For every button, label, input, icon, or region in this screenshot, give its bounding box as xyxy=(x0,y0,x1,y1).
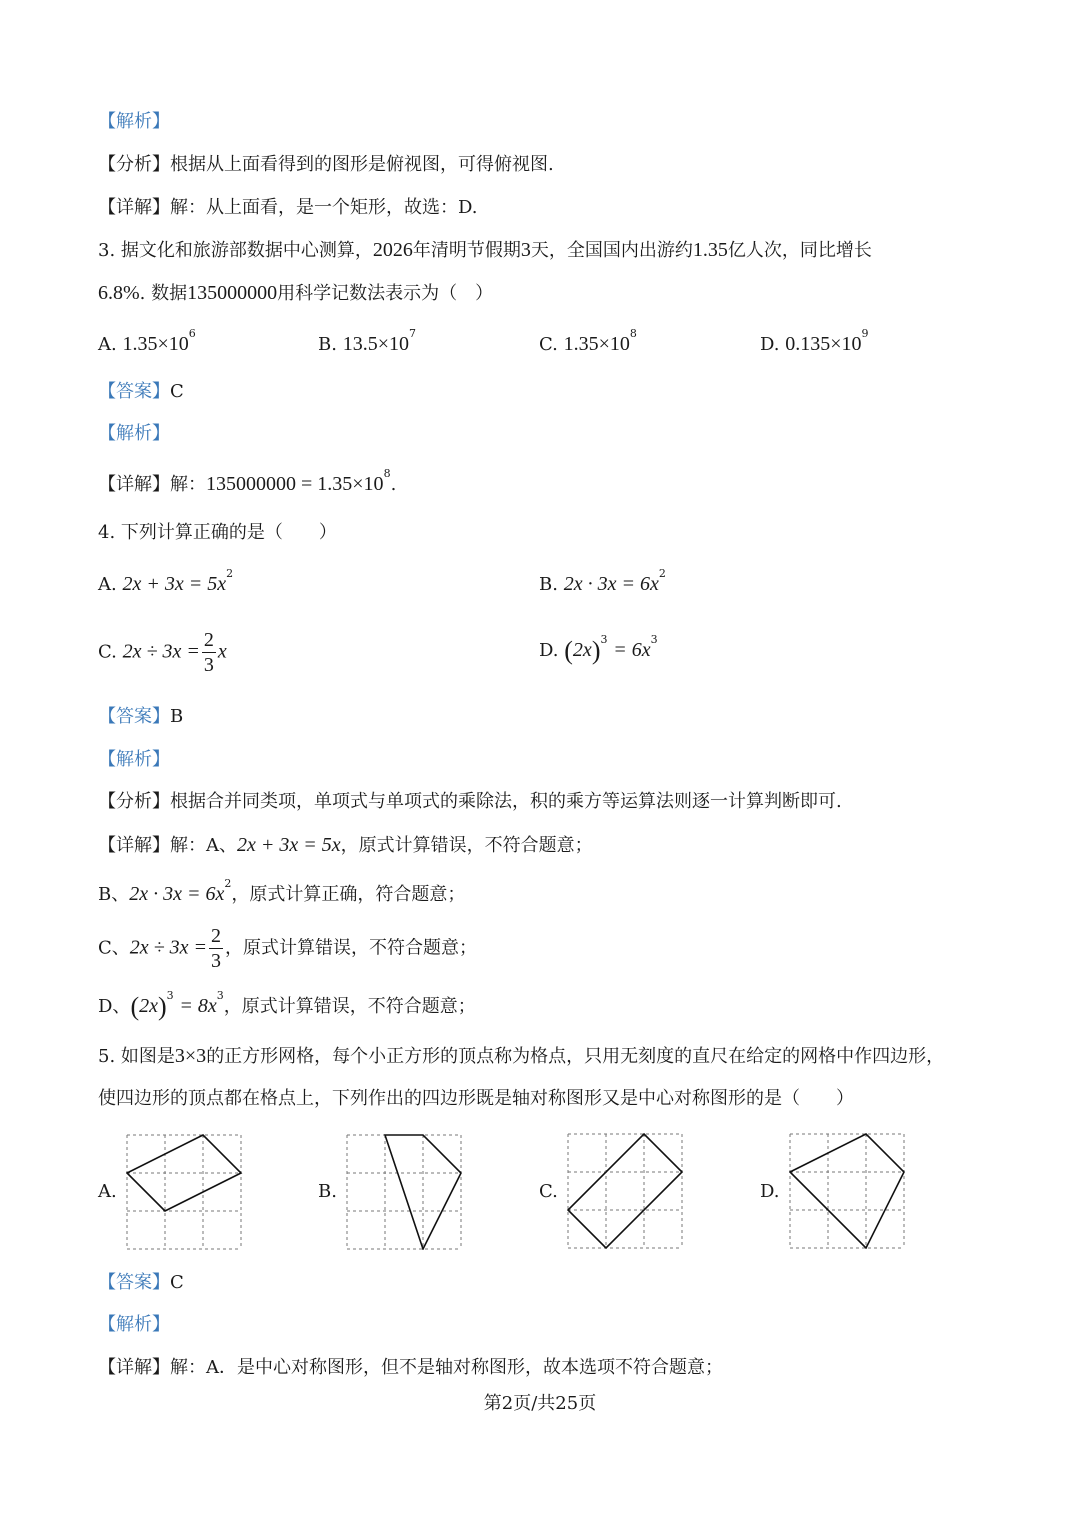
q4-detail-b: B、$2x \cdot 3x = 6x^2$，原式计算正确，符合题意； xyxy=(98,877,466,905)
q3-stem-line2: 6.8%. 数据135000000用科学记数法表示为（ ） xyxy=(98,282,494,304)
q3-option-d: D. $0.135\times 10^9$ xyxy=(760,327,869,355)
q3-stem-line1: 3. 据文化和旅游部数据中心测算，2026年清明节假期3天，全国国内出游约1.35亿人次，同比增长 xyxy=(98,239,872,261)
q5-answer: 【答案】C xyxy=(98,1272,184,1293)
q3-option-a: A. $1.35\times 10^6$ xyxy=(98,327,196,355)
q5-stem-line2: 使四边形的顶点都在格点上，下列作出的四边形既是轴对称图形又是中心对称图形的是（ ） xyxy=(98,1088,854,1109)
q5-stem-line1: 5. 如图是3×3的正方形网格，每个小正方形的顶点称为格点，只用无刻度的直尺在给定的网格中作四边形， xyxy=(98,1045,945,1067)
q5-figure-a xyxy=(126,1134,244,1250)
q2-detail: 【详解】解：从上面看，是一个矩形，故选：D. xyxy=(98,197,478,218)
q4-answer: 【答案】B xyxy=(98,706,184,727)
q5-option-c-label: C. xyxy=(539,1181,558,1202)
jiexi-tag-q2: 【解析】 xyxy=(98,111,170,132)
q4-option-b: B. $2x \cdot 3x = 6x^2$ xyxy=(539,567,666,595)
q4-option-a: A. $2x + 3x = 5x^2$ xyxy=(98,567,234,595)
q4-option-c: C. 2x ÷ 3x = $\frac{2}{3}$ x xyxy=(98,629,227,676)
fraction: $\frac{2}{3}$ xyxy=(211,925,222,972)
q5-option-d-label: D. xyxy=(760,1181,780,1202)
jiexi-tag-q3: 【解析】 xyxy=(98,423,170,444)
quadrilateral xyxy=(568,1134,682,1248)
q3-detail: 【详解】解：$135000000 = 1.35\times 10^8$. xyxy=(98,467,397,495)
jiexi-tag-q5: 【解析】 xyxy=(98,1314,170,1335)
q5-option-a-label: A. xyxy=(98,1181,117,1202)
q4-stem: 4. 下列计算正确的是（ ） xyxy=(98,522,337,543)
fraction: $\frac{2}{3}$ xyxy=(203,629,214,676)
q5-option-b-label: B. xyxy=(318,1181,337,1202)
quadrilateral xyxy=(790,1134,904,1248)
page-footer: 第2页/共25页 xyxy=(483,1393,597,1414)
q4-analysis: 【分析】根据合并同类项，单项式与单项式的乘除法，积的乘方等运算法则逐一计算判断即可. xyxy=(98,791,842,812)
q2-analysis: 【分析】根据从上面看得到的图形是俯视图，可得俯视图. xyxy=(98,154,554,175)
q5-figure-d xyxy=(789,1133,907,1249)
jiexi-tag-q4: 【解析】 xyxy=(98,749,170,770)
q5-figure-b xyxy=(346,1134,464,1250)
q4-detail-a: 【详解】解：A、2x + 3x = 5x，原式计算错误，不符合题意； xyxy=(98,834,593,856)
q4-detail-d: D、$(2x)^3 = 8x^3$，原式计算错误，不符合题意； xyxy=(98,989,476,1021)
q4-detail-c: C、2x ÷ 3x = $\frac{2}{3}$ ，原式计算错误，不符合题意； xyxy=(98,925,478,972)
q3-option-c: C. $1.35\times 10^8$ xyxy=(539,327,637,355)
q5-detail: 【详解】解：A．是中心对称图形，但不是轴对称图形，故本选项不符合题意； xyxy=(98,1357,723,1378)
q4-option-d: D. $(2x)^3 = 6x^3$ xyxy=(539,633,658,665)
q3-answer: 【答案】C xyxy=(98,381,184,402)
q5-figure-c xyxy=(567,1133,685,1249)
q3-option-b: B. $13.5\times 10^7$ xyxy=(318,327,416,355)
